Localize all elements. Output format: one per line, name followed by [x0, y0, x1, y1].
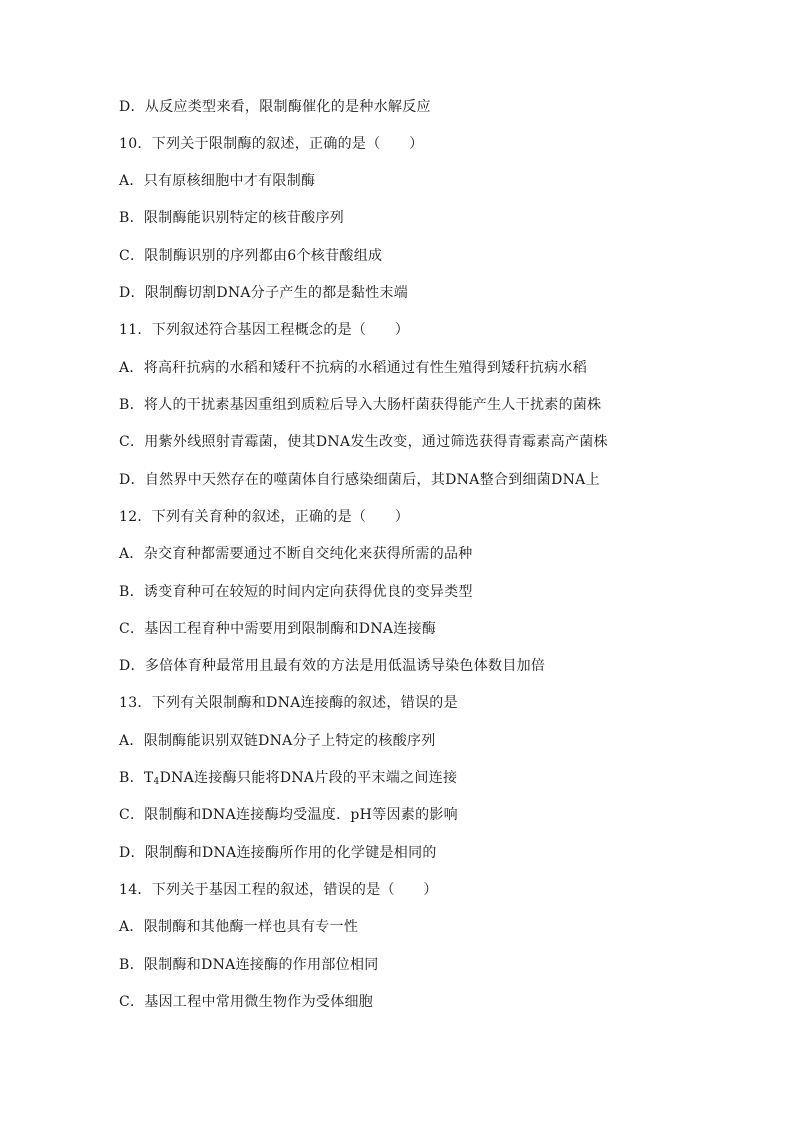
option-a-q11: A．将高秆抗病的水稻和矮秆不抗病的水稻通过有性生殖得到矮秆抗病水稻: [119, 360, 588, 376]
question-10: 10．下列关于限制酶的叙述，正确的是（ ）: [119, 136, 424, 152]
option-b-q13-rest: DNA连接酶只能将DNA片段的平末端之间连接: [159, 770, 458, 786]
option-a-q10: A．只有原核细胞中才有限制酶: [119, 173, 316, 189]
subscript-4: 4: [153, 777, 160, 787]
question-13: 13．下列有关限制酶和DNA连接酶的叙述，错误的是: [119, 695, 458, 711]
option-a-q12: A．杂交育种都需要通过不断自交纯化来获得所需的品种: [119, 546, 473, 562]
option-b-q12: B．诱变育种可在较短的时间内定向获得优良的变异类型: [119, 584, 473, 600]
option-d-q12: D．多倍体育种最常用且最有效的方法是用低温诱导染色体数目加倍: [119, 658, 546, 674]
option-d-q11: D．自然界中天然存在的噬菌体自行感染细菌后，其DNA整合到细菌DNA上: [119, 472, 600, 488]
option-d-q9: D．从反应类型来看，限制酶催化的是种水解反应: [119, 99, 431, 115]
option-c-q10: C．限制酶识别的序列都由6个核苷酸组成: [119, 248, 383, 264]
option-b-q14: B．限制酶和DNA连接酶的作用部位相同: [119, 957, 379, 973]
option-a-q13: A．限制酶能识别双链DNA分子上特定的核酸序列: [119, 733, 436, 749]
option-b-q11: B．将人的干扰素基因重组到质粒后导入大肠杆菌获得能产生人干扰素的菌株: [119, 397, 602, 413]
option-d-q13: D．限制酶和DNA连接酶所作用的化学键是相同的: [119, 845, 437, 861]
question-12: 12．下列有关育种的叙述，正确的是（ ）: [119, 509, 410, 525]
question-11: 11．下列叙述符合基因工程概念的是（ ）: [119, 322, 410, 338]
option-c-q13: C．限制酶和DNA连接酶均受温度．pH等因素的影响: [119, 807, 458, 823]
option-c-q11: C．用紫外线照射青霉菌，使其DNA发生改变，通过筛选获得青霉素高产菌株: [119, 434, 608, 450]
option-d-q10: D．限制酶切割DNA分子产生的都是黏性末端: [119, 285, 409, 301]
option-c-q14: C．基因工程中常用微生物作为受体细胞: [119, 994, 374, 1010]
option-b-q13: [119, 768, 457, 792]
option-b-q10: B．限制酶能识别特定的核苷酸序列: [119, 210, 345, 226]
question-14: 14．下列关于基因工程的叙述，错误的是（ ）: [119, 882, 438, 898]
option-c-q12: C．基因工程育种中需要用到限制酶和DNA连接酶: [119, 621, 437, 637]
option-b-q13-prefix: B．T: [119, 770, 154, 786]
option-a-q14: A．限制酶和其他酶一样也具有专一性: [119, 919, 359, 935]
